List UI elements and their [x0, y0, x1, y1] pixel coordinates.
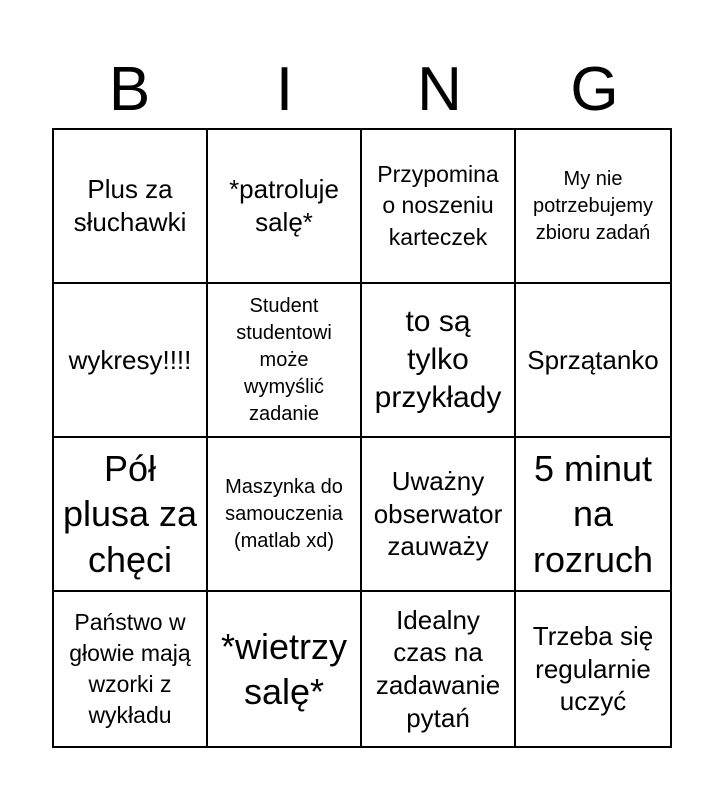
bingo-cell[interactable]	[362, 592, 516, 746]
bingo-cell[interactable]	[208, 130, 362, 284]
bingo-cell[interactable]	[208, 592, 362, 746]
bingo-cell-text: Państwo w głowie mają wzorki z wykładu	[69, 608, 191, 729]
bingo-cell-text: My nie potrzebujemy zbioru zadań	[532, 167, 654, 244]
bingo-cell[interactable]	[54, 130, 208, 284]
bingo-cell-text: wykresy!!!!	[68, 344, 192, 375]
bingo-cell[interactable]	[54, 438, 208, 592]
bingo-cell[interactable]	[516, 592, 670, 746]
bingo-cell[interactable]	[208, 284, 362, 438]
bingo-cell-text: Plus za słuchawki	[73, 174, 187, 237]
bingo-cell-text: Student studentowi może wymyślić zadanie	[236, 294, 332, 425]
header-letter-i: I	[275, 55, 294, 124]
bingo-cell-text: *wietrzy salę*	[220, 625, 348, 712]
bingo-board	[52, 128, 672, 748]
bingo-cell[interactable]	[362, 284, 516, 438]
bingo-cell-text: to są tylko przykłady	[374, 305, 502, 414]
header-letter-n: N	[417, 55, 462, 124]
header-letter-b: B	[108, 55, 151, 124]
bingo-cell-text: 5 minut na rozruch	[532, 447, 654, 580]
bingo-cell-text: Przypomina o noszeniu karteczek	[377, 161, 499, 250]
bingo-cell[interactable]	[516, 130, 670, 284]
bingo-cell[interactable]	[516, 284, 670, 438]
bingo-cell-text: Sprzątanko	[527, 344, 659, 375]
bingo-header	[52, 52, 672, 128]
bingo-cell[interactable]	[54, 592, 208, 746]
bingo-cell-text: Maszynka do samouczenia (matlab xd)	[225, 475, 343, 552]
bingo-cell[interactable]	[516, 438, 670, 592]
bingo-cell-text: *patroluje salę*	[229, 174, 339, 237]
header-letter-g: G	[570, 55, 619, 124]
bingo-cell-text: Idealny czas na zadawanie pytań	[375, 604, 501, 733]
bingo-cell[interactable]	[208, 438, 362, 592]
bingo-cell-text: Trzeba się regularnie uczyć	[532, 620, 654, 717]
bingo-cell[interactable]	[362, 130, 516, 284]
bingo-cell[interactable]	[362, 438, 516, 592]
bingo-cell[interactable]	[54, 284, 208, 438]
bingo-cell-text: Pół plusa za chęci	[62, 447, 198, 580]
bingo-cell-text: Uważny obserwator zauważy	[373, 465, 503, 562]
